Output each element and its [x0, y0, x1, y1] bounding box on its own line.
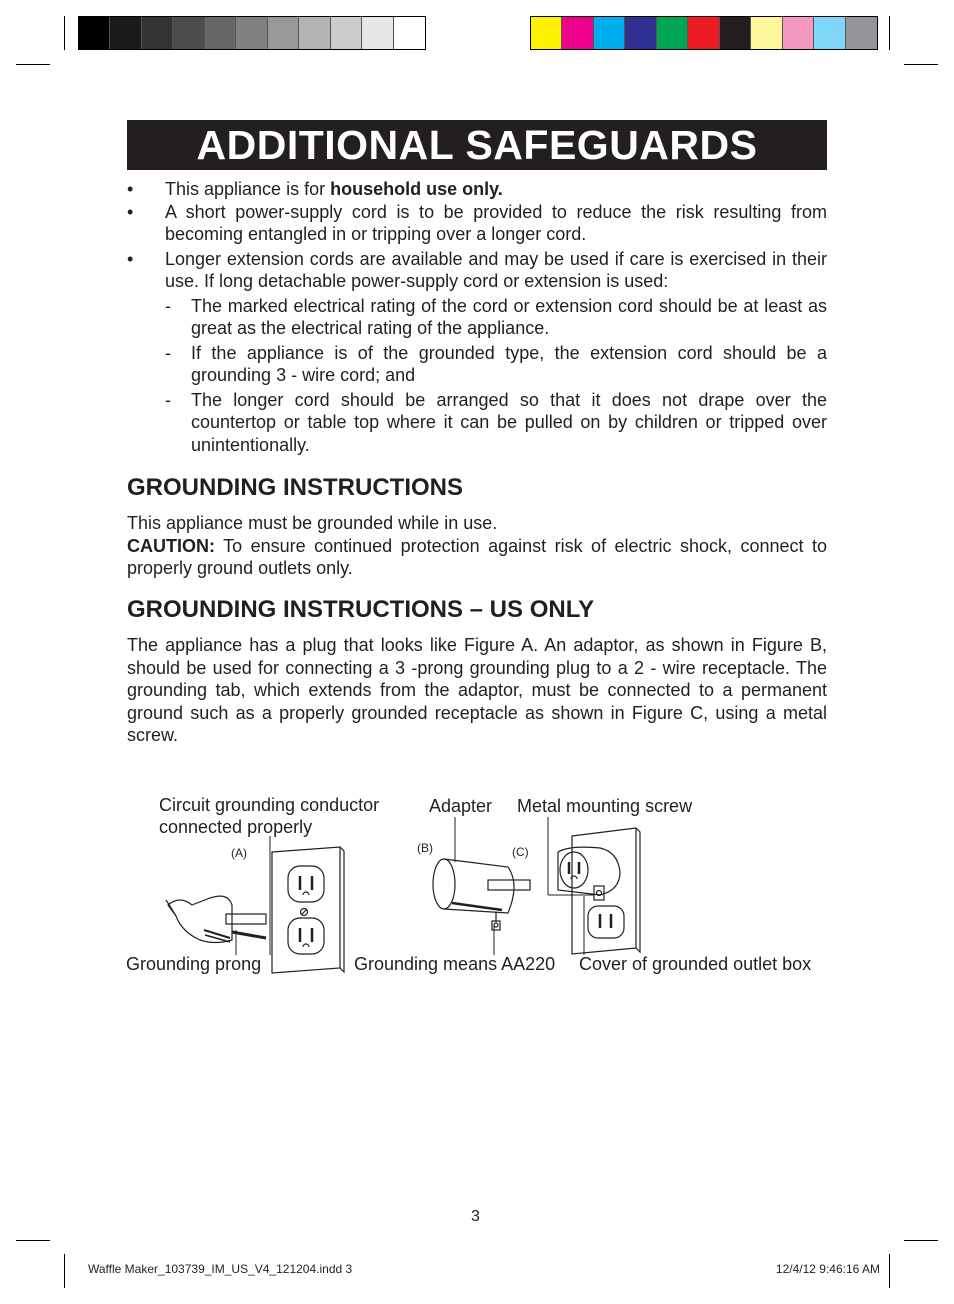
- adapter-b: [433, 859, 530, 930]
- list-item: • Longer extension cords are available and may be used if care is exercised in their use. If long detachable power-supply cord or extension is used:: [127, 248, 827, 291]
- section-heading: GROUNDING INSTRUCTIONS: [127, 474, 463, 501]
- label-grounding-prong: Grounding prong: [126, 954, 262, 974]
- footer-filename: Waffle Maker_103739_IM_US_V4_121204.indd 3: [88, 1262, 353, 1276]
- bullet-icon: •: [127, 179, 134, 199]
- list-item: • A short power-supply cord is to be provided to reduce the risk resulting from becoming entangled in or tripping over a longer cord.: [127, 201, 827, 244]
- section-heading: GROUNDING INSTRUCTIONS – US ONLY: [127, 596, 595, 623]
- sub-list-item: - The longer cord should be arranged so that it does not drape over the countertop or table top where it can be pulled on by children or tripped over unintentionally.: [165, 389, 827, 455]
- sub-list-item: - If the appliance is of the grounded type, the extension cord should be a grounding 3 - wire cord; and: [165, 342, 827, 385]
- label-grounding-means: Grounding means AA220: [354, 954, 556, 974]
- grounding-paragraph: This appliance must be grounded while in use. CAUTION: To ensure continued protection against risk of electric shock, connect to properly ground outlets only.: [127, 513, 827, 578]
- outlet-plate-a: [272, 847, 344, 973]
- leader-lines: [236, 817, 594, 955]
- outlet-plate-c: [558, 828, 640, 954]
- dash-icon: -: [165, 295, 171, 316]
- caution-label: CAUTION:: [127, 535, 215, 556]
- sub-list-item: - The marked electrical rating of the cord or extension cord should be at least as great as the electrical rating of the appliance.: [165, 295, 827, 338]
- bullet-icon: •: [127, 248, 134, 269]
- page-title: ADDITIONAL SAFEGUARDS: [127, 120, 827, 170]
- page-number: 3: [471, 1208, 480, 1225]
- label-metal-screw: Metal mounting screw: [517, 796, 693, 816]
- label-circuit-conductor: Circuit grounding conductor connected properly: [159, 795, 380, 837]
- figure-a-label: (A): [231, 846, 247, 860]
- footer-timestamp: 12/4/12 9:46:16 AM: [775, 1262, 880, 1276]
- figure-b-label: (B): [417, 841, 433, 855]
- label-adapter: Adapter: [429, 796, 493, 816]
- dash-icon: -: [165, 342, 171, 363]
- bullet-icon: •: [127, 201, 134, 222]
- list-item: • This appliance is for household use only.: [127, 179, 503, 199]
- plug-a: [166, 896, 266, 942]
- dash-icon: -: [165, 389, 171, 410]
- figure-c-label: (C): [512, 845, 529, 859]
- label-outlet-cover: Cover of grounded outlet box: [579, 954, 812, 974]
- emphasis-text: household use only.: [330, 179, 503, 199]
- grounding-us-paragraph: The appliance has a plug that looks like Figure A. An adaptor, as shown in Figure B, should be used for connecting a 3 -prong grounding plug to a 2 - wire receptacle. The grounding tab, which extends from the adaptor, must be connected to a permanent ground such as a properly grounded receptacle as shown in Figure C, using a metal screw.: [127, 635, 827, 745]
